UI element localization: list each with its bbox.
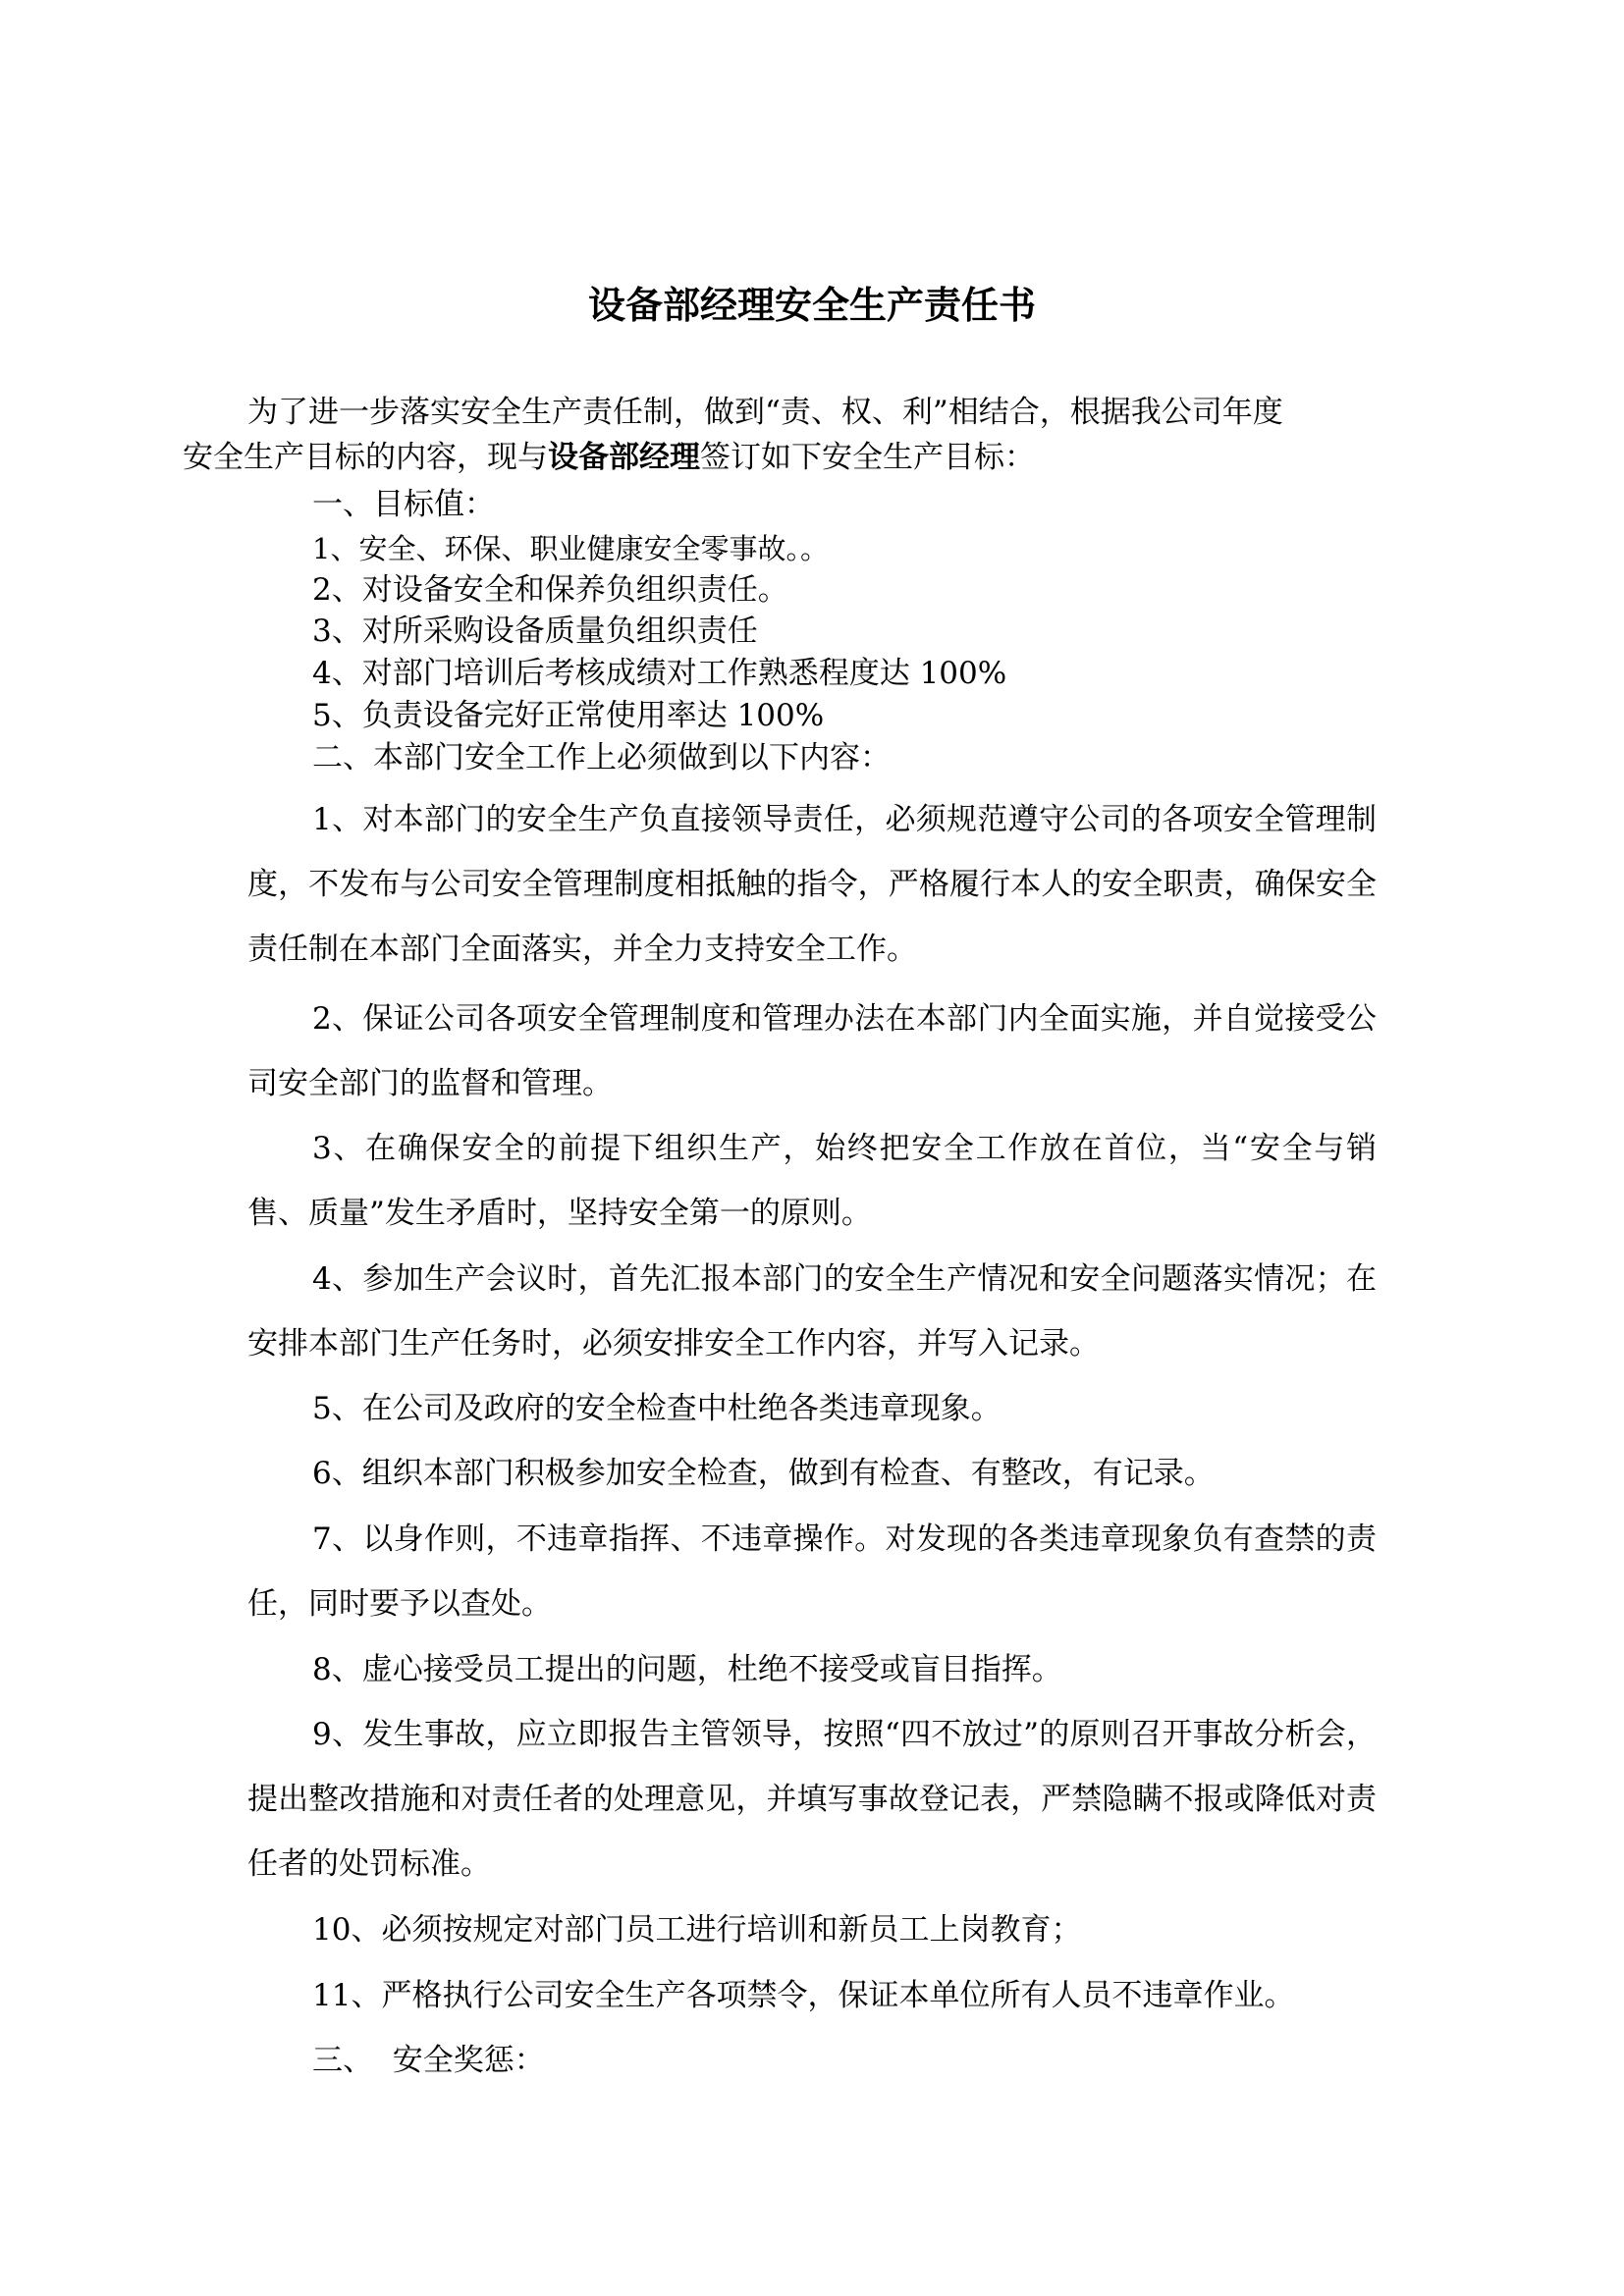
section2-item: 8、虚心接受员工提出的问题，杜绝不接受或盲目指挥。: [312, 1652, 1062, 1687]
section1-item: 2、对设备安全和保养负组织责任。: [312, 572, 788, 608]
section2-item: 2、保证公司各项安全管理制度和管理办法在本部门内全面实施，并自觉接受公司安全部门的监督和管理。: [247, 1001, 1377, 1101]
section2-item: 11、严格执行公司安全生产各项禁令，保证本单位所有人员不违章作业。: [312, 1978, 1295, 2013]
section1-item: 5、负责设备完好正常使用率达 100%: [312, 698, 825, 733]
section1-item: 3、对所采购设备质量负组织责任: [312, 614, 758, 649]
section2-item: 1、对本部门的安全生产负直接领导责任，必须规范遵守公司的各项安全管理制度，不发布与公司安全管理制度相抵触的指令，严格履行本人的安全职责，确保安全责任制在本部门全面落实，并全力支持安全工作。: [247, 802, 1377, 967]
intro-text-before: 为了进一步落实安全生产责任制，做到“责、权、利”相结合，根据我公司年度安全生产目标的内容，现与: [183, 395, 1283, 475]
section3-heading: 三、 安全奖惩：: [312, 2043, 545, 2078]
section1-item: 4、对部门培训后考核成绩对工作熟悉程度达 100%: [312, 656, 1007, 691]
section1-item: 1、安全、环保、职业健康安全零事故。。: [312, 532, 829, 565]
document-title: 设备部经理安全生产责任书: [587, 284, 1036, 327]
intro-text-bold: 设备部经理: [548, 440, 700, 475]
section2-item: 5、在公司及政府的安全检查中杜绝各类违章现象。: [312, 1391, 1001, 1426]
section2-item: 9、发生事故，应立即报告主管领导，按照“四不放过”的原则召开事故分析会，提出整改措施和对责任者的处理意见，并填写事故登记表，严禁隐瞒不报或降低对责任者的处罚标准。: [247, 1717, 1377, 1882]
section1-heading: 一、目标值：: [312, 487, 495, 522]
intro-paragraph: [183, 390, 1312, 480]
section2-item: 3、在确保安全的前提下组织生产，始终把安全工作放在首位，当“安全与销售、质量”发生矛盾时，坚持安全第一的原则。: [247, 1131, 1377, 1231]
section2-item: 10、必须按规定对部门员工进行培训和新员工上岗教育；: [312, 1912, 1082, 1948]
section2-heading: 二、本部门安全工作上必须做到以下内容：: [312, 740, 891, 775]
section2-item: 7、以身作则，不违章指挥、不违章操作。对发现的各类违章现象负有查禁的责任，同时要予以查处。: [247, 1522, 1377, 1622]
section2-item: 6、组织本部门积极参加安全检查，做到有检查、有整改，有记录。: [312, 1456, 1215, 1491]
section2-item: 4、参加生产会议时，首先汇报本部门的安全生产情况和安全问题落实情况；在安排本部门生产任务时，必须安排安全工作内容，并写入记录。: [247, 1261, 1377, 1362]
intro-text-after: 签订如下安全生产目标：: [700, 440, 1035, 475]
